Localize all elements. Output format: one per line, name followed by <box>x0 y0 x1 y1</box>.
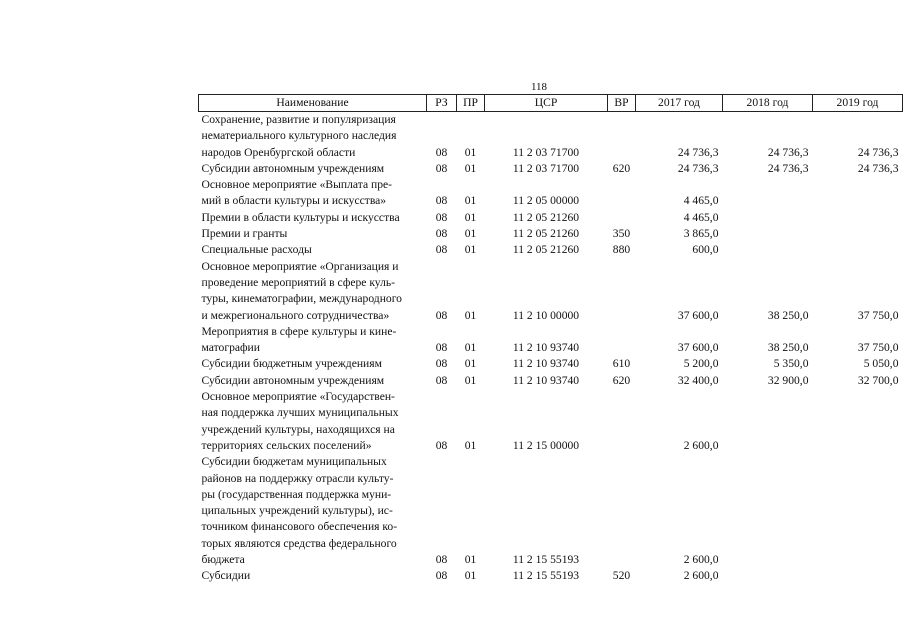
cell-2018: 24 736,3 <box>767 145 809 159</box>
cell-rz: 08 <box>435 438 448 452</box>
cell-name <box>199 324 427 357</box>
cell-csr: 11 2 15 00000 <box>512 438 580 452</box>
cell-rz: 08 <box>435 569 448 583</box>
name-line: Премии в области культуры и искусства <box>201 210 400 224</box>
cell-2017: 2 600,0 <box>683 553 719 567</box>
table-row <box>199 389 903 454</box>
cell-vr <box>608 177 636 210</box>
cell-csr: 11 2 03 71700 <box>512 145 580 159</box>
cell-vr <box>608 112 636 161</box>
cell-2019 <box>813 242 903 258</box>
cell-name <box>199 112 427 161</box>
cell-2018: 32 900,0 <box>767 373 809 387</box>
name-line: районов на поддержку отрасли культу- <box>201 471 394 485</box>
cell-2018 <box>723 454 813 568</box>
table-body <box>199 112 903 585</box>
cell-2017: 32 400,0 <box>677 373 719 387</box>
page-number: 118 <box>530 81 548 93</box>
name-line: учреждений культуры, находящихся на <box>201 422 395 436</box>
cell-2018: 5 350,0 <box>773 357 809 371</box>
cell-rz: 08 <box>435 357 448 371</box>
name-line: территориях сельских поселений» <box>201 438 372 452</box>
name-line: Основное мероприятие «Выплата пре- <box>201 178 393 192</box>
cell-2017: 4 465,0 <box>683 194 719 208</box>
cell-name <box>199 242 427 258</box>
cell-name <box>199 161 427 177</box>
name-line: ная поддержка лучших муниципальных <box>201 406 399 420</box>
cell-csr: 11 2 15 55193 <box>512 553 580 567</box>
cell-csr: 11 2 05 21260 <box>512 227 580 241</box>
name-line: туры, кинематографии, международного <box>201 292 402 306</box>
cell-pr: 01 <box>464 210 477 224</box>
cell-2019: 37 750,0 <box>857 308 899 322</box>
cell-2018 <box>723 242 813 258</box>
cell-vr: 880 <box>612 243 631 257</box>
name-line: Основное мероприятие «Государствен- <box>201 390 395 404</box>
cell-vr: 620 <box>612 161 631 175</box>
header-2017: 2017 год <box>636 95 723 112</box>
name-line: Субсидии автономным учреждениям <box>201 161 385 175</box>
cell-2019: 32 700,0 <box>857 373 899 387</box>
cell-2019 <box>813 226 903 242</box>
cell-csr: 11 2 10 00000 <box>512 308 580 322</box>
cell-2019 <box>813 210 903 226</box>
cell-csr: 11 2 05 21260 <box>512 243 580 257</box>
cell-csr: 11 2 03 71700 <box>512 161 580 175</box>
name-line: проведение мероприятий в сфере куль- <box>201 275 396 289</box>
table-row <box>199 259 903 324</box>
name-line: Субсидии <box>201 569 251 583</box>
name-line: Мероприятия в сфере культуры и кине- <box>201 324 397 338</box>
cell-rz: 08 <box>435 145 448 159</box>
cell-csr: 11 2 10 93740 <box>512 373 580 387</box>
header-vr: ВР <box>608 95 636 112</box>
cell-rz: 08 <box>435 243 448 257</box>
cell-vr <box>608 389 636 454</box>
table-row <box>199 373 903 389</box>
cell-2017: 2 600,0 <box>683 438 719 452</box>
cell-vr <box>608 454 636 568</box>
name-line: точником финансового обеспечения ко- <box>201 520 398 534</box>
cell-pr: 01 <box>464 553 477 567</box>
cell-2018: 38 250,0 <box>767 308 809 322</box>
cell-name <box>199 454 427 568</box>
name-line: Субсидии бюджетам муниципальных <box>201 455 387 469</box>
cell-vr: 520 <box>612 569 631 583</box>
header-name: Наименование <box>199 95 427 112</box>
cell-vr <box>608 324 636 357</box>
cell-rz: 08 <box>435 341 448 355</box>
cell-2017: 3 865,0 <box>683 227 719 241</box>
name-line: Сохранение, развитие и популяризация <box>201 113 396 126</box>
cell-rz: 08 <box>435 161 448 175</box>
cell-2018 <box>723 210 813 226</box>
table-row <box>199 161 903 177</box>
cell-2017: 600,0 <box>692 243 719 257</box>
cell-2018 <box>723 389 813 454</box>
cell-pr: 01 <box>464 194 477 208</box>
name-line: и межрегионального сотрудничества» <box>201 308 390 322</box>
cell-pr: 01 <box>464 308 477 322</box>
cell-2019 <box>813 177 903 210</box>
header-rz: РЗ <box>427 95 457 112</box>
cell-2017: 37 600,0 <box>677 341 719 355</box>
cell-2018: 24 736,3 <box>767 161 809 175</box>
cell-pr: 01 <box>464 373 477 387</box>
cell-pr: 01 <box>464 438 477 452</box>
budget-table <box>198 94 903 585</box>
table-row <box>199 242 903 258</box>
cell-vr: 620 <box>612 373 631 387</box>
table-row <box>199 356 903 372</box>
cell-2019: 24 736,3 <box>857 145 899 159</box>
cell-pr: 01 <box>464 161 477 175</box>
cell-name <box>199 226 427 242</box>
cell-rz: 08 <box>435 227 448 241</box>
table-row <box>199 324 903 357</box>
cell-csr: 11 2 05 00000 <box>512 194 580 208</box>
table-row <box>199 112 903 161</box>
cell-pr: 01 <box>464 243 477 257</box>
name-line: мий в области культуры и искусства» <box>201 194 387 208</box>
cell-2017: 4 465,0 <box>683 210 719 224</box>
header-pr: ПР <box>457 95 485 112</box>
cell-csr: 11 2 10 93740 <box>512 357 580 371</box>
cell-2019: 24 736,3 <box>857 161 899 175</box>
cell-name <box>199 259 427 324</box>
cell-2017: 5 200,0 <box>683 357 719 371</box>
cell-2019 <box>813 454 903 568</box>
cell-csr: 11 2 10 93740 <box>512 341 580 355</box>
cell-pr: 01 <box>464 145 477 159</box>
header-2018: 2018 год <box>723 95 813 112</box>
name-line: народов Оренбургской области <box>201 145 356 159</box>
cell-2018 <box>723 226 813 242</box>
name-line: Основное мероприятие «Организация и <box>201 259 399 273</box>
cell-rz: 08 <box>435 194 448 208</box>
header-row <box>199 95 903 112</box>
cell-2019 <box>813 389 903 454</box>
name-line: матографии <box>201 341 260 355</box>
cell-name <box>199 210 427 226</box>
cell-name <box>199 389 427 454</box>
table-row <box>199 568 903 584</box>
table-header <box>199 95 903 112</box>
name-line: Специальные расходы <box>201 243 312 257</box>
cell-vr: 350 <box>612 227 631 241</box>
name-line: ципальных учреждений культуры), ис- <box>201 504 393 518</box>
name-line: ры (государственная поддержка муни- <box>201 487 392 501</box>
cell-csr: 11 2 05 21260 <box>512 210 580 224</box>
name-line: бюджета <box>201 553 245 567</box>
cell-2019 <box>813 568 903 584</box>
cell-pr: 01 <box>464 569 477 583</box>
cell-2018: 38 250,0 <box>767 341 809 355</box>
cell-rz: 08 <box>435 308 448 322</box>
cell-vr <box>608 259 636 324</box>
cell-2018 <box>723 568 813 584</box>
cell-2018 <box>723 177 813 210</box>
cell-pr: 01 <box>464 357 477 371</box>
cell-vr <box>608 210 636 226</box>
cell-2017: 24 736,3 <box>677 161 719 175</box>
cell-2017: 2 600,0 <box>683 569 719 583</box>
cell-rz: 08 <box>435 373 448 387</box>
table-row <box>199 177 903 210</box>
header-csr: ЦСР <box>485 95 608 112</box>
table-row <box>199 226 903 242</box>
name-line: Субсидии бюджетным учреждениям <box>201 357 382 371</box>
name-line: нематериального культурного наследия <box>201 129 397 143</box>
cell-rz: 08 <box>435 553 448 567</box>
cell-2019: 5 050,0 <box>863 357 899 371</box>
table-row <box>199 454 903 568</box>
cell-vr: 610 <box>612 357 631 371</box>
header-2019: 2019 год <box>813 95 903 112</box>
cell-2017: 37 600,0 <box>677 308 719 322</box>
cell-name <box>199 568 427 584</box>
cell-pr: 01 <box>464 227 477 241</box>
cell-name <box>199 177 427 210</box>
cell-name <box>199 356 427 372</box>
cell-2019: 37 750,0 <box>857 341 899 355</box>
table-row <box>199 210 903 226</box>
cell-pr: 01 <box>464 341 477 355</box>
cell-rz: 08 <box>435 210 448 224</box>
name-line: торых являются средства федерального <box>201 536 397 550</box>
cell-csr: 11 2 15 55193 <box>512 569 580 583</box>
name-line: Субсидии автономным учреждениям <box>201 373 385 387</box>
cell-2017: 24 736,3 <box>677 145 719 159</box>
cell-name <box>199 373 427 389</box>
name-line: Премии и гранты <box>201 227 288 241</box>
